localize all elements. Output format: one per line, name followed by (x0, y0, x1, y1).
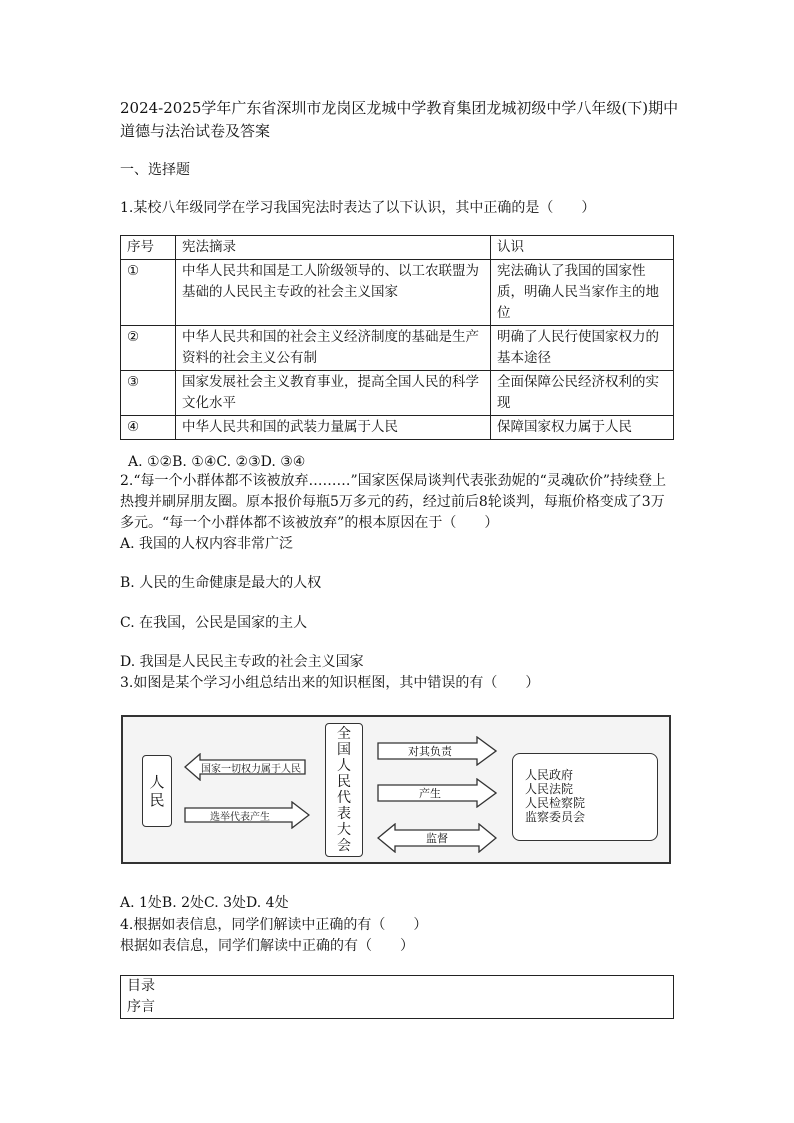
arrow-label: 监督 (426, 832, 448, 845)
question-2-stem: 2.“每一个小群体都不该被放弃………”国家医保局谈判代表张劲妮的“灵魂砍价”持续登上热搜并刷屏朋友圈。原本报价每瓶5万多元的药，经过前后8轮谈判，每瓶价格变成了3万多元。“每一个小群体都不该被放弃”的根本原因在于（ ） (120, 473, 666, 531)
table-cell: ④ (121, 416, 176, 440)
question-4-stem-repeat: 根据如表信息，同学们解读中正确的有（ ） (120, 938, 414, 954)
npc-label (326, 724, 362, 856)
arrow-label: 选举代表产生 (210, 811, 270, 823)
table-cell: 全面保障公民经济权利的实现 (491, 371, 674, 416)
arrow-responsible (377, 736, 497, 766)
arrow-produce (377, 778, 497, 808)
table-header-row (121, 236, 674, 260)
table-cell: 中华人民共和国的武装力量属于人民 (176, 416, 491, 440)
table-cell: 国家发展社会主义教育事业，提高全国人民的科学文化水平 (176, 371, 491, 416)
state-organ-item: 人民法院 (525, 782, 574, 796)
table-header-cell: 宪法摘录 (176, 236, 491, 260)
table-header-cell: 序号 (121, 236, 176, 260)
npc-char: 全 (337, 726, 351, 742)
table-cell: 明确了人民行使国家权力的基本途径 (491, 326, 674, 371)
knowledge-diagram (121, 715, 671, 864)
question-3-options: A. 1处B. 2处C. 3处D. 4处 (120, 895, 289, 911)
question-2-option-c: C. 在我国，公民是国家的主人 (120, 615, 308, 631)
state-organs-box (512, 753, 658, 841)
table-line: 序言 (127, 999, 155, 1015)
state-organ-item: 人民政府 (525, 768, 574, 782)
people-box (142, 755, 172, 827)
question-2-option-a: A. 我国的人权内容非常广泛 (120, 536, 294, 552)
table-cell: 保障国家权力属于人民 (491, 416, 674, 440)
question-4-stem: 4.根据如表信息，同学们解读中正确的有（ ） (120, 917, 428, 933)
table-cell: 中华人民共和国是工人阶级领导的、以工农联盟为基础的人民民主专政的社会主义国家 (176, 260, 491, 326)
table-cell: ③ (121, 371, 176, 416)
table-cell: 宪法确认了我国的国家性质，明确人民当家作主的地位 (491, 260, 674, 326)
people-char: 民 (149, 791, 165, 809)
arrow-label: 对其负责 (408, 745, 452, 758)
table-row (121, 326, 674, 371)
q4-table (120, 975, 674, 1019)
constitution-table (120, 235, 674, 440)
table-cell (121, 976, 674, 1019)
arrow-to-people (184, 753, 306, 781)
question-1-stem: 1.某校八年级同学在学习我国宪法时表达了以下认识，其中正确的是（ ） (120, 200, 596, 216)
table-cell: 中华人民共和国的社会主义经济制度的基础是生产资料的社会主义公有制 (176, 326, 491, 371)
npc-char: 代 (337, 790, 351, 806)
arrow-label: 产生 (419, 787, 441, 800)
table-row (121, 416, 674, 440)
arrow-from-people (184, 801, 310, 829)
section-heading: 一、选择题 (120, 162, 190, 178)
question-1-options: A. ①②B. ①④C. ②③D. ③④ (128, 454, 306, 470)
table-row (121, 371, 674, 416)
table-row (121, 976, 674, 1019)
npc-char: 国 (337, 742, 351, 758)
arrow-supervise (377, 823, 497, 853)
table-header-cell: 认识 (491, 236, 674, 260)
npc-char: 人 (337, 758, 351, 774)
npc-char: 大 (337, 822, 351, 838)
npc-char: 民 (337, 774, 351, 790)
paper-title: 2024-2025学年广东省深圳市龙岗区龙城中学教育集团龙城初级中学八年级(下)期中道德与法治试卷及答案 (120, 99, 679, 140)
npc-char: 会 (337, 838, 351, 854)
table-row (121, 260, 674, 326)
people-label (143, 756, 171, 826)
table-cell: ① (121, 260, 176, 326)
npc-box (325, 723, 363, 857)
state-organs-list (513, 754, 657, 824)
npc-char: 表 (337, 806, 351, 822)
table-cell: ② (121, 326, 176, 371)
table-line: 目录 (127, 978, 155, 994)
question-2-option-d: D. 我国是人民民主专政的社会主义国家 (120, 654, 364, 670)
state-organ-item: 人民检察院 (525, 796, 586, 810)
state-organ-item: 监察委员会 (525, 810, 586, 824)
question-3-stem: 3.如图是某个学习小组总结出来的知识框图，其中错误的有（ ） (120, 675, 540, 691)
arrow-label: 国家一切权力属于人民 (201, 763, 301, 775)
people-char: 人 (149, 773, 165, 791)
question-2-option-b: B. 人民的生命健康是最大的人权 (120, 575, 322, 591)
